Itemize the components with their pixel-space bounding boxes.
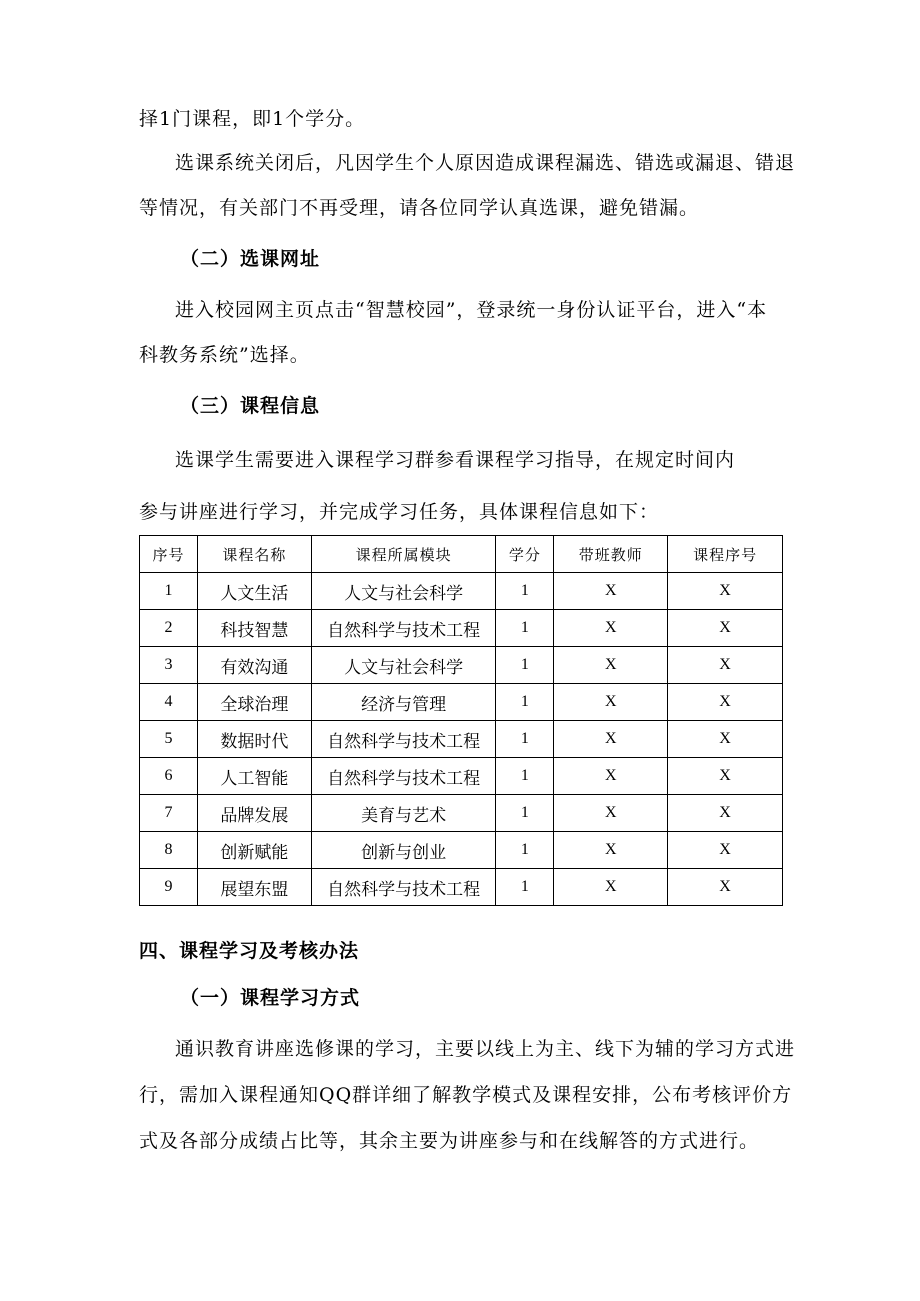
cell-credit: 1 <box>496 758 554 795</box>
cell-credit: 1 <box>496 869 554 906</box>
cell-course-code: X <box>668 758 783 795</box>
cell-credit: 1 <box>496 832 554 869</box>
cell-module: 自然科学与技术工程 <box>311 721 496 758</box>
cell-module: 经济与管理 <box>311 684 496 721</box>
paragraph-line: 式及各部分成绩占比等，其余主要为讲座参与和在线解答的方式进行。 <box>139 1130 760 1152</box>
cell-teacher: X <box>554 684 668 721</box>
cell-course-name: 数据时代 <box>197 721 311 758</box>
table-header-row <box>140 536 783 573</box>
paragraph-line: 参与讲座进行学习，并完成学习任务，具体课程信息如下： <box>139 501 660 523</box>
header-module: 课程所属模块 <box>311 536 496 573</box>
cell-credit: 1 <box>496 721 554 758</box>
cell-credit: 1 <box>496 647 554 684</box>
paragraph-line: 选课系统关闭后，凡因学生个人原因造成课程漏选、错选或漏退、错退 <box>175 152 796 174</box>
cell-credit: 1 <box>496 573 554 610</box>
cell-index: 4 <box>140 684 198 721</box>
paragraph-line: 选课学生需要进入课程学习群参看课程学习指导，在规定时间内 <box>175 449 736 471</box>
cell-index: 3 <box>140 647 198 684</box>
cell-course-name: 有效沟通 <box>197 647 311 684</box>
header-index: 序号 <box>140 536 198 573</box>
cell-course-name: 全球治理 <box>197 684 311 721</box>
header-course-code: 课程序号 <box>668 536 783 573</box>
cell-index: 2 <box>140 610 198 647</box>
header-course-name: 课程名称 <box>197 536 311 573</box>
cell-index: 7 <box>140 795 198 832</box>
cell-course-code: X <box>668 832 783 869</box>
cell-teacher: X <box>554 647 668 684</box>
cell-module: 创新与创业 <box>311 832 496 869</box>
cell-module: 自然科学与技术工程 <box>311 610 496 647</box>
cell-credit: 1 <box>496 684 554 721</box>
cell-index: 8 <box>140 832 198 869</box>
header-teacher: 带班教师 <box>554 536 668 573</box>
paragraph-line: 行，需加入课程通知QQ群详细了解教学模式及课程安排，公布考核评价方 <box>139 1084 793 1106</box>
cell-module: 人文与社会科学 <box>311 647 496 684</box>
section4-subheading: （一）课程学习方式 <box>180 987 361 1009</box>
cell-course-code: X <box>668 795 783 832</box>
cell-course-name: 品牌发展 <box>197 795 311 832</box>
cell-index: 1 <box>140 573 198 610</box>
cell-module: 人文与社会科学 <box>311 573 496 610</box>
cell-teacher: X <box>554 795 668 832</box>
cell-teacher: X <box>554 610 668 647</box>
cell-course-code: X <box>668 610 783 647</box>
cell-course-name: 创新赋能 <box>197 832 311 869</box>
course-table <box>139 535 783 906</box>
table-row <box>140 869 783 906</box>
table-row <box>140 795 783 832</box>
paragraph-line: 进入校园网主页点击“智慧校园”，登录统一身份认证平台，进入“本 <box>175 299 768 321</box>
paragraph-line: 择1门课程，即1个学分。 <box>139 108 366 130</box>
cell-module: 美育与艺术 <box>311 795 496 832</box>
table-row <box>140 832 783 869</box>
cell-module: 自然科学与技术工程 <box>311 758 496 795</box>
paragraph-line: 通识教育讲座选修课的学习，主要以线上为主、线下为辅的学习方式进 <box>175 1038 796 1060</box>
cell-teacher: X <box>554 573 668 610</box>
cell-index: 9 <box>140 869 198 906</box>
section-heading-url: （二）选课网址 <box>180 248 321 270</box>
cell-course-code: X <box>668 721 783 758</box>
section-heading-course-info: （三）课程信息 <box>180 395 321 417</box>
cell-teacher: X <box>554 869 668 906</box>
cell-credit: 1 <box>496 795 554 832</box>
paragraph-line: 等情况，有关部门不再受理，请各位同学认真选课，避免错漏。 <box>139 197 700 219</box>
table-row <box>140 684 783 721</box>
cell-course-name: 科技智慧 <box>197 610 311 647</box>
cell-course-name: 人工智能 <box>197 758 311 795</box>
cell-teacher: X <box>554 758 668 795</box>
cell-course-code: X <box>668 684 783 721</box>
cell-credit: 1 <box>496 610 554 647</box>
cell-course-code: X <box>668 647 783 684</box>
table-row <box>140 758 783 795</box>
paragraph-line: 科教务系统”选择。 <box>139 344 310 366</box>
cell-teacher: X <box>554 832 668 869</box>
cell-module: 自然科学与技术工程 <box>311 869 496 906</box>
cell-course-name: 人文生活 <box>197 573 311 610</box>
cell-index: 5 <box>140 721 198 758</box>
table-row <box>140 647 783 684</box>
cell-course-code: X <box>668 869 783 906</box>
cell-course-name: 展望东盟 <box>197 869 311 906</box>
cell-course-code: X <box>668 573 783 610</box>
table-row <box>140 721 783 758</box>
table-row <box>140 573 783 610</box>
header-credit: 学分 <box>496 536 554 573</box>
cell-index: 6 <box>140 758 198 795</box>
table-row <box>140 610 783 647</box>
section4-title: 四、课程学习及考核办法 <box>139 940 360 962</box>
cell-teacher: X <box>554 721 668 758</box>
